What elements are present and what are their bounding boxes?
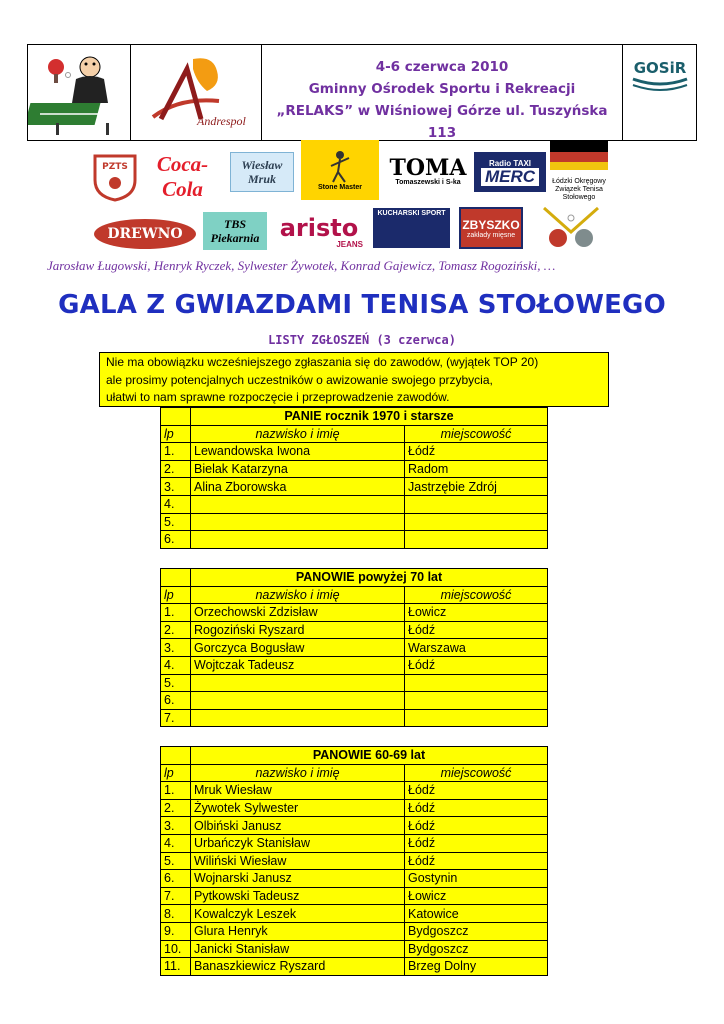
player-city: [405, 531, 548, 549]
player-name: Bielak Katarzyna: [191, 460, 405, 478]
toma-sublabel: Tomaszewski i S-ka: [395, 178, 461, 186]
stone-master-label: Stone Master: [318, 183, 362, 191]
table-row: [161, 782, 548, 800]
player-name: Banaszkiewicz Ryszard: [191, 958, 405, 976]
table-row: [161, 639, 548, 657]
player-name: [191, 513, 405, 531]
player-name: Glura Henryk: [191, 922, 405, 940]
ping-pong-player-icon: [28, 45, 131, 140]
table-row: [161, 817, 548, 835]
table-row: [161, 621, 548, 639]
row-number: 2.: [161, 621, 191, 639]
player-city: Łódź: [405, 852, 548, 870]
player-name: Urbańczyk Stanisław: [191, 834, 405, 852]
player-city: [405, 674, 548, 692]
players-names-line: Jarosław Ługowski, Henryk Ryczek, Sylwester Żywotek, Konrad Gajewicz, Tomasz Rogoziński, …: [47, 258, 556, 273]
row-number: 3.: [161, 478, 191, 496]
aristo-sublabel: JEANS: [336, 239, 363, 249]
page-subtitle: LISTY ZGŁOSZEŃ (3 czerwca): [268, 333, 456, 347]
player-city: [405, 495, 548, 513]
player-name: Olbiński Janusz: [191, 817, 405, 835]
tbs-line2: Piekarnia: [210, 231, 260, 245]
coca-cola-logo: Coca-Cola: [156, 155, 209, 199]
aristo-label: aristo: [279, 214, 359, 242]
gosir-logo-cell: [623, 45, 698, 140]
table-title-spacer: [161, 747, 191, 765]
player-city: Katowice: [405, 905, 548, 923]
row-number: 4.: [161, 656, 191, 674]
entry-table: [160, 407, 548, 549]
drewno-logo: DREWNO: [94, 219, 196, 249]
row-number: 9.: [161, 922, 191, 940]
table-row: [161, 905, 548, 923]
player-name: Alina Zborowska: [191, 478, 405, 496]
andrespol-logo-cell: [131, 45, 262, 140]
player-city: Łódź: [405, 782, 548, 800]
row-number: 10.: [161, 940, 191, 958]
table-row: [161, 460, 548, 478]
svg-text:PZTS: PZTS: [102, 162, 128, 172]
player-name: Żywotek Sylwester: [191, 799, 405, 817]
column-header-city: miejscowość: [405, 425, 548, 443]
entry-table: [160, 746, 548, 976]
table-row: [161, 709, 548, 727]
table-row: [161, 852, 548, 870]
player-name: [191, 692, 405, 710]
svg-text:Andrespol: Andrespol: [197, 114, 246, 128]
row-number: 7.: [161, 709, 191, 727]
table-row: [161, 478, 548, 496]
table-row: [161, 674, 548, 692]
row-number: 8.: [161, 905, 191, 923]
player-city: Bydgoszcz: [405, 940, 548, 958]
player-city: Łowicz: [405, 604, 548, 622]
row-number: 6.: [161, 692, 191, 710]
table-row: [161, 513, 548, 531]
tbs-line1: TBS: [223, 217, 246, 231]
column-header-city: miejscowość: [405, 764, 548, 782]
mruk-logo-line2: Mruk: [247, 172, 276, 186]
column-header-lp: lp: [161, 586, 191, 604]
kucharski-label: KUCHARSKI SPORT: [377, 210, 446, 217]
row-number: 11.: [161, 958, 191, 976]
zbyszko-sublabel: zakłady mięsne: [466, 231, 516, 239]
table-row: [161, 656, 548, 674]
table-title-spacer: [161, 569, 191, 587]
player-city: Brzeg Dolny: [405, 958, 548, 976]
table-row: [161, 940, 548, 958]
player-city: Radom: [405, 460, 548, 478]
notice-line2: ale prosimy potencjalnych uczestników o awizowanie swojego przybycia,: [106, 372, 493, 387]
event-organizer: Gminny Ośrodek Sportu i Rekreacji: [308, 81, 576, 97]
table-tennis-emblem: [536, 202, 606, 250]
stone-master-logo: [301, 140, 379, 200]
event-dates: 4-6 czerwca 2010: [375, 59, 509, 75]
entry-table: [160, 568, 548, 727]
row-number: 2.: [161, 460, 191, 478]
player-city: [405, 692, 548, 710]
notice-line1: Nie ma obowiązku wcześniejszego zgłaszania się do zawodów, (wyjątek TOP 20): [106, 355, 539, 369]
player-city: Warszawa: [405, 639, 548, 657]
player-city: Łódź: [405, 799, 548, 817]
table-title-spacer: [161, 408, 191, 426]
toma-label: TOMA: [389, 154, 467, 181]
table-row: [161, 958, 548, 976]
column-header-row: [161, 425, 548, 443]
row-number: 6.: [161, 531, 191, 549]
zbyszko-label: ZBYSZKO: [462, 217, 520, 232]
player-city: Łódź: [405, 656, 548, 674]
lozts-line3: Stołowego: [562, 194, 596, 201]
row-number: 5.: [161, 674, 191, 692]
row-number: 7.: [161, 887, 191, 905]
table-row: [161, 922, 548, 940]
player-city: Łódź: [405, 817, 548, 835]
row-number: 1.: [161, 443, 191, 461]
table-title: PANIE rocznik 1970 i starsze: [191, 408, 548, 426]
player-name: Wojtczak Tadeusz: [191, 656, 405, 674]
svg-text:GOSiR: GOSiR: [633, 59, 687, 77]
table-title-row: [161, 747, 548, 765]
player-city: [405, 709, 548, 727]
table-row: [161, 604, 548, 622]
ping-pong-logo-cell: [28, 45, 131, 140]
player-name: Orzechowski Zdzisław: [191, 604, 405, 622]
andrespol-logo: [131, 45, 262, 140]
table-row: [161, 495, 548, 513]
player-name: Pytkowski Tadeusz: [191, 887, 405, 905]
player-name: [191, 531, 405, 549]
player-name: [191, 709, 405, 727]
table-title: PANOWIE 60-69 lat: [191, 747, 548, 765]
table-row: [161, 870, 548, 888]
toma-logo: [386, 150, 470, 192]
radio-taxi-label: Radio TAXI: [488, 158, 532, 168]
player-name: Kowalczyk Leszek: [191, 905, 405, 923]
player-name: Rogoziński Ryszard: [191, 621, 405, 639]
player-city: Łódź: [405, 443, 548, 461]
player-name: Gorczyca Bogusław: [191, 639, 405, 657]
table-title-row: [161, 408, 548, 426]
column-header-lp: lp: [161, 764, 191, 782]
lozts-logo: [550, 140, 608, 202]
row-number: 3.: [161, 639, 191, 657]
mruk-logo-line1: Wiesław: [241, 158, 283, 172]
player-name: [191, 674, 405, 692]
table-row: [161, 692, 548, 710]
row-number: 4.: [161, 495, 191, 513]
player-name: Mruk Wiesław: [191, 782, 405, 800]
column-header-name: nazwisko i imię: [191, 586, 405, 604]
column-header-name: nazwisko i imię: [191, 764, 405, 782]
lozts-line1: Łódzki Okręgowy: [552, 178, 606, 185]
row-number: 1.: [161, 604, 191, 622]
row-number: 1.: [161, 782, 191, 800]
table-row: [161, 531, 548, 549]
event-venue: „RELAKS” w Wiśniowej Górze ul. Tuszyńska 113: [276, 103, 608, 141]
column-header-lp: lp: [161, 425, 191, 443]
radio-taxi-merc-logo: [474, 152, 546, 192]
table-title: PANOWIE powyżej 70 lat: [191, 569, 548, 587]
player-name: Lewandowska Iwona: [191, 443, 405, 461]
table-row: [161, 834, 548, 852]
column-header-city: miejscowość: [405, 586, 548, 604]
zbyszko-logo: [459, 207, 523, 249]
table-row: [161, 799, 548, 817]
player-city: [405, 513, 548, 531]
table-row: [161, 443, 548, 461]
merc-label: MERC: [481, 168, 539, 186]
column-header-row: [161, 764, 548, 782]
player-name: Wojnarski Janusz: [191, 870, 405, 888]
player-city: Łódź: [405, 834, 548, 852]
column-header-name: nazwisko i imię: [191, 425, 405, 443]
player-city: Łowicz: [405, 887, 548, 905]
gosir-logo: [623, 45, 698, 140]
player-figure-icon: [325, 150, 355, 184]
row-number: 3.: [161, 817, 191, 835]
row-number: 5.: [161, 513, 191, 531]
player-city: Jastrzębie Zdrój: [405, 478, 548, 496]
player-name: [191, 495, 405, 513]
player-name: Janicki Stanisław: [191, 940, 405, 958]
lozts-line2: Związek Tenisa: [555, 186, 603, 193]
aristo-jeans-logo: [275, 214, 363, 250]
header-box: [27, 44, 697, 141]
player-city: Łódź: [405, 621, 548, 639]
registration-notice: [99, 352, 609, 407]
kucharski-sport-logo: [373, 208, 450, 248]
row-number: 2.: [161, 799, 191, 817]
event-info-cell: [262, 45, 623, 140]
notice-line3: ułatwi to nam sprawne rozpoczęcie i przeprowadzenie zawodów.: [106, 390, 450, 404]
row-number: 5.: [161, 852, 191, 870]
table-tennis-icon: [536, 202, 606, 250]
table-title-row: [161, 569, 548, 587]
column-header-row: [161, 586, 548, 604]
row-number: 6.: [161, 870, 191, 888]
tbs-piekarnia-logo: [203, 212, 267, 250]
row-number: 4.: [161, 834, 191, 852]
player-city: Gostynin: [405, 870, 548, 888]
table-row: [161, 887, 548, 905]
player-name: Wiliński Wiesław: [191, 852, 405, 870]
pzts-logo: [90, 152, 140, 202]
player-city: Bydgoszcz: [405, 922, 548, 940]
page-title: GALA Z GWIAZDAMI TENISA STOŁOWEGO: [58, 290, 666, 320]
mruk-logo: [230, 152, 294, 192]
